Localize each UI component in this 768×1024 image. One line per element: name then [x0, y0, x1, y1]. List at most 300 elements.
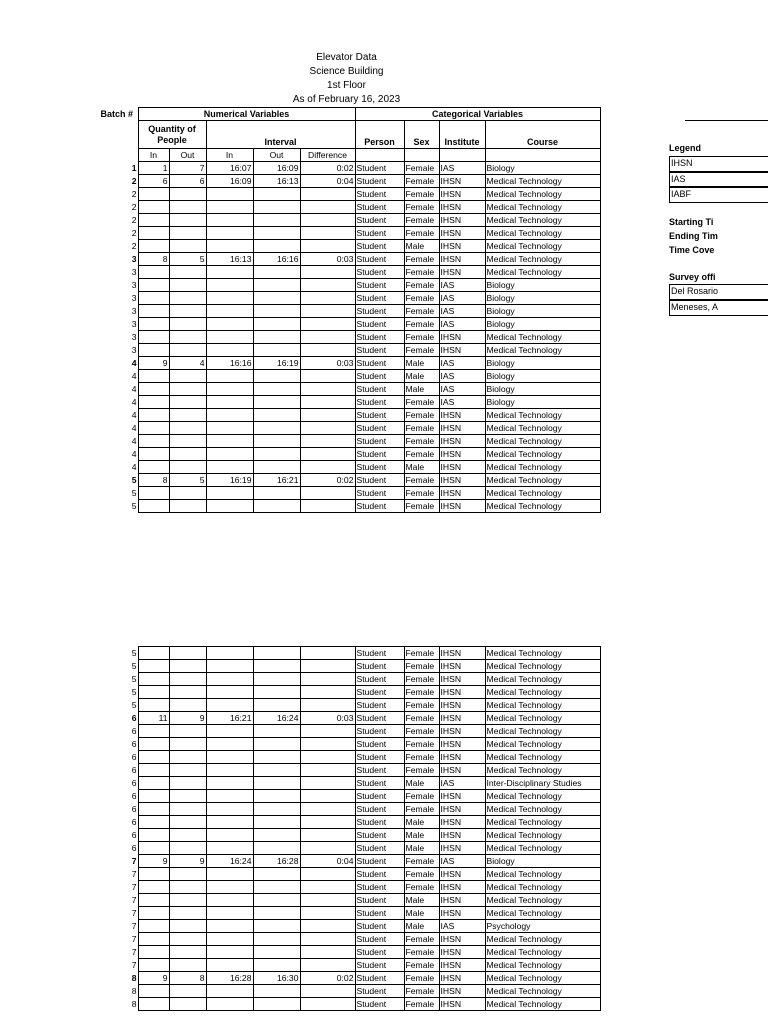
time-in [206, 409, 253, 422]
sex-cell: Male [404, 240, 439, 253]
numerical-variables-header: Numerical Variables [138, 108, 355, 121]
course-cell: Medical Technology [485, 712, 600, 725]
qty-out [169, 266, 206, 279]
institute-cell: IHSN [439, 985, 485, 998]
time-in [206, 448, 253, 461]
legend-item-2: IABF [669, 187, 768, 203]
batch-number: 7 [131, 882, 137, 892]
time-in [206, 201, 253, 214]
institute-cell: IHSN [439, 868, 485, 881]
legend-item-1: IAS [669, 172, 768, 188]
table-row [98, 500, 600, 513]
qty-out [169, 461, 206, 474]
blank-cell [98, 121, 138, 149]
time-out [253, 292, 300, 305]
person-cell: Student [355, 985, 404, 998]
course-cell: Medical Technology [485, 266, 600, 279]
doc-title: Elevator Data [316, 52, 377, 63]
qty-out [169, 933, 206, 946]
time-out [253, 435, 300, 448]
time-difference [300, 985, 355, 998]
person-cell: Student [355, 188, 404, 201]
institute-cell: IHSN [439, 686, 485, 699]
batch-number: 6 [131, 765, 137, 775]
sex-cell: Female [404, 266, 439, 279]
time-out [253, 790, 300, 803]
qty-in [138, 435, 169, 448]
course-cell: Medical Technology [485, 738, 600, 751]
table-row [98, 998, 600, 1011]
time-difference: 0:02 [300, 474, 355, 487]
qty-in [138, 933, 169, 946]
course-cell: Medical Technology [485, 487, 600, 500]
time-out [253, 487, 300, 500]
time-out [253, 647, 300, 660]
qty-in [138, 803, 169, 816]
time-difference: 0:02 [300, 972, 355, 985]
batch-number: 7 [131, 934, 137, 944]
institute-cell: IHSN [439, 660, 485, 673]
institute-cell: IHSN [439, 907, 485, 920]
qty-in [138, 920, 169, 933]
course-cell: Medical Technology [485, 699, 600, 712]
qty-in [138, 751, 169, 764]
time-difference [300, 279, 355, 292]
qty-out [169, 699, 206, 712]
qty-out [169, 686, 206, 699]
qty-out: 6 [169, 175, 206, 188]
institute-cell: IHSN [439, 331, 485, 344]
batch-number: 3 [131, 293, 137, 303]
table-row [98, 816, 600, 829]
time-in [206, 214, 253, 227]
course-cell: Biology [485, 318, 600, 331]
institute-cell: IHSN [439, 474, 485, 487]
person-cell: Student [355, 227, 404, 240]
institute-cell: IHSN [439, 790, 485, 803]
institute-cell: IHSN [439, 816, 485, 829]
institute-cell: IHSN [439, 435, 485, 448]
qty-out: 7 [169, 162, 206, 175]
sex-cell: Female [404, 422, 439, 435]
institute-cell: IHSN [439, 188, 485, 201]
time-out [253, 188, 300, 201]
time-difference: 0:02 [300, 162, 355, 175]
table-row [98, 266, 600, 279]
course-cell: Medical Technology [485, 409, 600, 422]
table-row [98, 370, 600, 383]
time-out [253, 305, 300, 318]
table-row [98, 331, 600, 344]
table-row [98, 686, 600, 699]
person-cell: Student [355, 699, 404, 712]
time-difference [300, 227, 355, 240]
course-cell: Biology [485, 383, 600, 396]
time-in [206, 370, 253, 383]
batch-number: 7 [131, 856, 137, 866]
institute-cell: IHSN [439, 829, 485, 842]
time-out: 16:16 [253, 253, 300, 266]
person-cell: Student [355, 920, 404, 933]
sex-cell: Male [404, 357, 439, 370]
course-cell: Medical Technology [485, 435, 600, 448]
sex-cell: Female [404, 673, 439, 686]
table-row [98, 383, 600, 396]
sex-cell: Female [404, 803, 439, 816]
course-cell: Medical Technology [485, 175, 600, 188]
time-difference [300, 881, 355, 894]
table-row [98, 712, 600, 725]
time-out [253, 240, 300, 253]
table-row [98, 933, 600, 946]
batch-number: 5 [131, 687, 137, 697]
table-row [98, 344, 600, 357]
batch-number: 6 [131, 791, 137, 801]
sex-cell: Female [404, 972, 439, 985]
table-row [98, 894, 600, 907]
time-out [253, 266, 300, 279]
course-cell: Medical Technology [485, 660, 600, 673]
qty-in [138, 894, 169, 907]
table-row [98, 725, 600, 738]
time-in: 16:16 [206, 357, 253, 370]
time-out: 16:28 [253, 855, 300, 868]
time-out [253, 201, 300, 214]
time-out [253, 907, 300, 920]
institute-cell: IHSN [439, 487, 485, 500]
time-out [253, 959, 300, 972]
qty-in [138, 318, 169, 331]
time-out [253, 842, 300, 855]
batch-number: 2 [131, 228, 137, 238]
time-in: 16:19 [206, 474, 253, 487]
sex-cell: Female [404, 331, 439, 344]
time-out [253, 344, 300, 357]
person-cell: Student [355, 344, 404, 357]
time-in [206, 435, 253, 448]
time-difference [300, 777, 355, 790]
qty-out [169, 881, 206, 894]
time-difference [300, 738, 355, 751]
time-difference [300, 751, 355, 764]
legend-divider [685, 120, 768, 121]
sex-cell: Female [404, 790, 439, 803]
table-row [98, 738, 600, 751]
time-difference [300, 673, 355, 686]
batch-number: 4 [131, 384, 137, 394]
person-cell: Student [355, 673, 404, 686]
batch-number: 6 [131, 739, 137, 749]
batch-number: 4 [131, 462, 137, 472]
qty-out [169, 409, 206, 422]
time-difference [300, 803, 355, 816]
course-cell: Medical Technology [485, 868, 600, 881]
sex-cell: Female [404, 686, 439, 699]
person-cell: Student [355, 162, 404, 175]
starting-time-label: Starting Ti [669, 217, 714, 228]
qty-out [169, 422, 206, 435]
time-in [206, 240, 253, 253]
time-in [206, 985, 253, 998]
person-cell: Student [355, 396, 404, 409]
course-cell: Medical Technology [485, 998, 600, 1011]
person-cell: Student [355, 383, 404, 396]
person-cell: Student [355, 201, 404, 214]
qty-out [169, 907, 206, 920]
qty-out [169, 370, 206, 383]
table-row [98, 790, 600, 803]
qty-out [169, 725, 206, 738]
batch-number: 2 [131, 215, 137, 225]
institute-cell: IAS [439, 920, 485, 933]
course-cell: Medical Technology [485, 227, 600, 240]
institute-cell: IHSN [439, 344, 485, 357]
sex-cell: Female [404, 344, 439, 357]
course-cell: Medical Technology [485, 803, 600, 816]
course-cell: Biology [485, 370, 600, 383]
time-in [206, 946, 253, 959]
time-difference [300, 448, 355, 461]
time-difference [300, 829, 355, 842]
time-difference [300, 318, 355, 331]
table-row [98, 435, 600, 448]
time-out [253, 500, 300, 513]
table-row [98, 751, 600, 764]
qty-out [169, 738, 206, 751]
batch-number: 4 [131, 410, 137, 420]
qty-in [138, 959, 169, 972]
time-difference [300, 946, 355, 959]
time-out [253, 816, 300, 829]
qty-in [138, 240, 169, 253]
time-difference [300, 305, 355, 318]
course-cell: Medical Technology [485, 500, 600, 513]
qty-in [138, 266, 169, 279]
sex-cell: Female [404, 868, 439, 881]
institute-cell: IHSN [439, 998, 485, 1011]
time-in [206, 699, 253, 712]
institute-cell: IHSN [439, 972, 485, 985]
person-cell: Student [355, 777, 404, 790]
qty-out [169, 448, 206, 461]
batch-number: 8 [131, 973, 137, 983]
qty-in [138, 816, 169, 829]
time-difference: 0:03 [300, 253, 355, 266]
batch-number: 6 [131, 830, 137, 840]
qty-out [169, 842, 206, 855]
categorical-variables-header: Categorical Variables [355, 108, 600, 121]
institute-cell: IHSN [439, 422, 485, 435]
qty-out [169, 764, 206, 777]
sex-cell: Female [404, 201, 439, 214]
institute-cell: IHSN [439, 461, 485, 474]
time-in [206, 829, 253, 842]
qty-out [169, 946, 206, 959]
time-out [253, 946, 300, 959]
batch-number: 6 [131, 713, 137, 723]
time-difference [300, 422, 355, 435]
batch-number: 7 [131, 921, 137, 931]
sex-cell: Male [404, 383, 439, 396]
qty-in [138, 868, 169, 881]
table-row [98, 673, 600, 686]
qty-out [169, 331, 206, 344]
course-cell: Medical Technology [485, 474, 600, 487]
time-out [253, 868, 300, 881]
course-cell: Medical Technology [485, 907, 600, 920]
course-cell: Medical Technology [485, 214, 600, 227]
sex-cell: Female [404, 855, 439, 868]
course-cell: Psychology [485, 920, 600, 933]
person-cell: Student [355, 240, 404, 253]
sex-cell: Female [404, 751, 439, 764]
institute-cell: IHSN [439, 764, 485, 777]
batch-number: 2 [131, 189, 137, 199]
institute-header: Institute [439, 121, 485, 149]
time-in: 16:13 [206, 253, 253, 266]
batch-number: 5 [131, 501, 137, 511]
course-cell: Medical Technology [485, 201, 600, 214]
time-out [253, 227, 300, 240]
time-in [206, 279, 253, 292]
qty-in [138, 409, 169, 422]
time-out: 16:19 [253, 357, 300, 370]
table-row [98, 240, 600, 253]
time-difference [300, 383, 355, 396]
qty-out [169, 868, 206, 881]
sex-cell: Female [404, 188, 439, 201]
qty-in: 6 [138, 175, 169, 188]
time-difference [300, 201, 355, 214]
person-cell: Student [355, 803, 404, 816]
sex-cell: Female [404, 279, 439, 292]
time-in [206, 500, 253, 513]
surveyor-name-1: Meneses, A [669, 300, 768, 316]
course-cell: Medical Technology [485, 985, 600, 998]
course-header: Course [485, 121, 600, 149]
institute-cell: IAS [439, 279, 485, 292]
time-out [253, 764, 300, 777]
table-row [98, 396, 600, 409]
time-in [206, 933, 253, 946]
batch-number: 6 [131, 804, 137, 814]
course-cell: Medical Technology [485, 686, 600, 699]
batch-number: 3 [131, 267, 137, 277]
qty-out: 8 [169, 972, 206, 985]
sex-cell: Female [404, 985, 439, 998]
time-in [206, 894, 253, 907]
time-in [206, 660, 253, 673]
batch-number: 5 [131, 475, 137, 485]
course-cell: Medical Technology [485, 764, 600, 777]
time-in [206, 881, 253, 894]
time-difference [300, 292, 355, 305]
person-cell: Student [355, 764, 404, 777]
qty-out [169, 816, 206, 829]
time-out [253, 673, 300, 686]
qty-in [138, 829, 169, 842]
qty-in [138, 487, 169, 500]
qty-in [138, 500, 169, 513]
institute-cell: IHSN [439, 240, 485, 253]
time-covered-label: Time Cove [669, 244, 715, 255]
person-cell: Student [355, 253, 404, 266]
person-cell: Student [355, 959, 404, 972]
time-difference [300, 240, 355, 253]
time-out [253, 829, 300, 842]
course-cell: Medical Technology [485, 344, 600, 357]
institute-cell: IAS [439, 855, 485, 868]
time-in [206, 777, 253, 790]
institute-cell: IHSN [439, 842, 485, 855]
time-difference [300, 699, 355, 712]
time-out: 16:24 [253, 712, 300, 725]
time-in [206, 188, 253, 201]
batch-number: 3 [131, 345, 137, 355]
qty-in [138, 699, 169, 712]
time-in [206, 461, 253, 474]
person-cell: Student [355, 474, 404, 487]
person-cell: Student [355, 712, 404, 725]
qty-out [169, 292, 206, 305]
survey-officers-label: Survey offi [669, 271, 716, 282]
person-cell: Student [355, 409, 404, 422]
course-cell: Medical Technology [485, 331, 600, 344]
batch-number: 3 [131, 280, 137, 290]
person-cell: Student [355, 292, 404, 305]
time-in [206, 305, 253, 318]
institute-cell: IHSN [439, 881, 485, 894]
batch-number: 4 [131, 423, 137, 433]
course-cell: Medical Technology [485, 673, 600, 686]
qty-out [169, 985, 206, 998]
table-row [98, 357, 600, 370]
table-row [98, 253, 600, 266]
qty-out: 9 [169, 712, 206, 725]
qty-out [169, 500, 206, 513]
institute-cell: IHSN [439, 712, 485, 725]
qty-in [138, 907, 169, 920]
difference-header: Difference [300, 149, 355, 162]
time-difference [300, 487, 355, 500]
qty-in [138, 660, 169, 673]
qty-out [169, 920, 206, 933]
batch-number: 5 [131, 661, 137, 671]
batch-number: 6 [131, 752, 137, 762]
batch-number: 6 [131, 817, 137, 827]
qty-out [169, 305, 206, 318]
batch-number: 2 [131, 176, 137, 186]
qty-in [138, 370, 169, 383]
time-difference [300, 331, 355, 344]
qty-in [138, 383, 169, 396]
time-out [253, 409, 300, 422]
time-difference [300, 214, 355, 227]
time-difference [300, 894, 355, 907]
course-cell: Medical Technology [485, 816, 600, 829]
sex-cell: Male [404, 829, 439, 842]
qty-out [169, 383, 206, 396]
qty-in [138, 946, 169, 959]
course-cell: Medical Technology [485, 972, 600, 985]
sex-cell: Female [404, 253, 439, 266]
sex-cell: Female [404, 487, 439, 500]
person-cell: Student [355, 686, 404, 699]
data-table-1 [98, 107, 601, 513]
time-out [253, 998, 300, 1011]
batch-number: 3 [131, 319, 137, 329]
qty-out [169, 647, 206, 660]
